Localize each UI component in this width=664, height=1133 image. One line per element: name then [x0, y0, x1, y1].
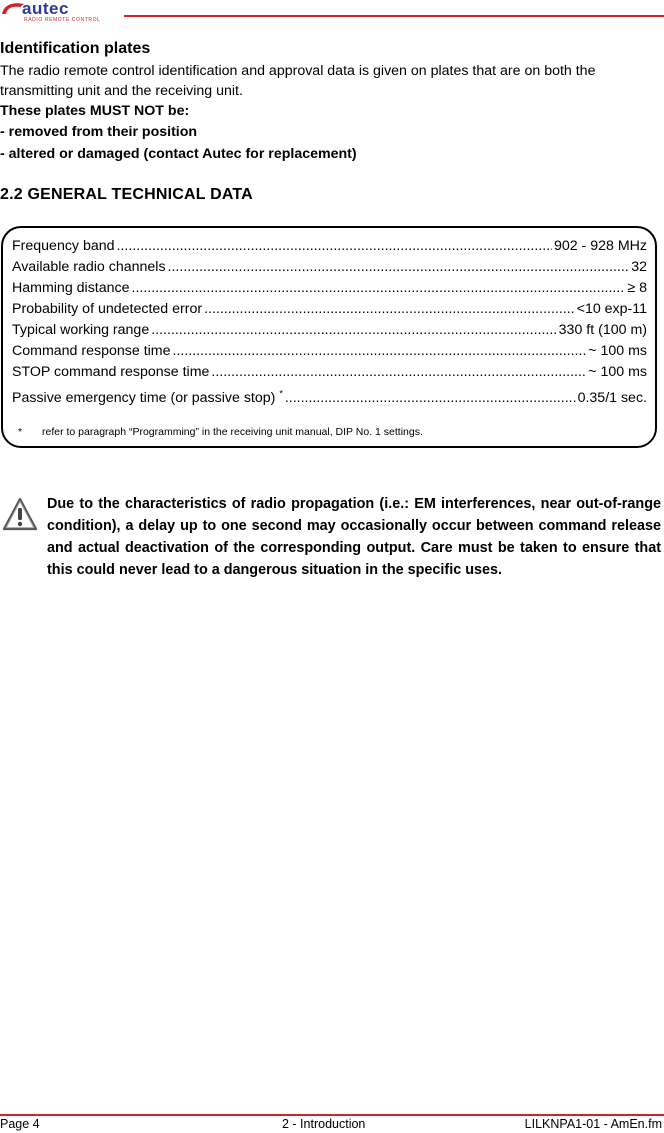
footer-file: LILKNPA1-01 - AmEn.fm [524, 1117, 662, 1131]
general-heading: 2.2 GENERAL TECHNICAL DATA [0, 186, 253, 203]
spec-row-passive-emergency [12, 388, 647, 408]
must-not-item-2: - altered or damaged (contact Autec for replacement) [0, 146, 357, 162]
spec-value: ~ 100 ms [588, 364, 647, 380]
must-not-line: These plates MUST NOT be: [0, 103, 190, 119]
spec-row-range [12, 320, 647, 340]
spec-value: ~ 100 ms [588, 343, 647, 359]
spec-footnote [18, 425, 423, 439]
warning-text: Due to the characteristics of radio propagation (i.e.: EM interferences, near out-of-range condition), a delay up to one second may occasionally occur between command release and actual deactivation of the corresponding output. Care must be taken to ensure that this could never lead to a dangerous situation in the specific uses. [47, 496, 661, 578]
footnote-marker: * [279, 388, 283, 399]
footnote-text: refer to paragraph “Programming” in the receiving unit manual, DIP No. 1 settings. [42, 426, 423, 438]
footer-page: Page 4 [0, 1117, 40, 1131]
footnote-star: * [18, 426, 23, 438]
spec-value: 32 [631, 259, 647, 275]
spec-label: Command response time [12, 343, 171, 359]
identification-title: Identification plates [0, 40, 151, 57]
spec-row-error [12, 299, 647, 319]
logo-tagline: RADIO REMOTE CONTROL [24, 17, 101, 22]
spec-value: ≥ 8 [627, 280, 647, 296]
spec-label: Available radio channels [12, 259, 166, 275]
spec-label: STOP command response time [12, 364, 210, 380]
spec-value: 0.35/1 sec. [577, 390, 647, 406]
must-not-item-1: - removed from their position [0, 124, 198, 140]
spec-row-stop-response [12, 362, 647, 382]
spec-row-channels [12, 257, 647, 277]
header-rule [124, 15, 664, 17]
spec-row-frequency [12, 236, 647, 256]
spec-row-response [12, 341, 647, 361]
autec-logo [0, 0, 126, 22]
spec-label: Typical working range [12, 322, 150, 338]
spec-label: Probability of undetected error [12, 301, 203, 317]
spec-value: 902 - 928 MHz [553, 238, 647, 254]
spec-label: Passive emergency time (or passive stop) * [12, 388, 283, 406]
logo-swoosh-icon [2, 3, 24, 14]
spec-value: 330 ft (100 m) [558, 322, 647, 338]
footer-section: 2 - Introduction [282, 1117, 366, 1131]
spec-row-hamming [12, 278, 647, 298]
identification-text: The radio remote control identification and approval data is given on plates that are on both the transmitting unit and the receiving unit. [0, 63, 596, 99]
spec-label: Frequency band [12, 238, 115, 254]
spec-label: Hamming distance [12, 280, 130, 296]
spec-value: <10 exp-11 [576, 301, 647, 317]
warning-triangle-icon [2, 496, 38, 532]
logo-word: autec [22, 0, 69, 18]
